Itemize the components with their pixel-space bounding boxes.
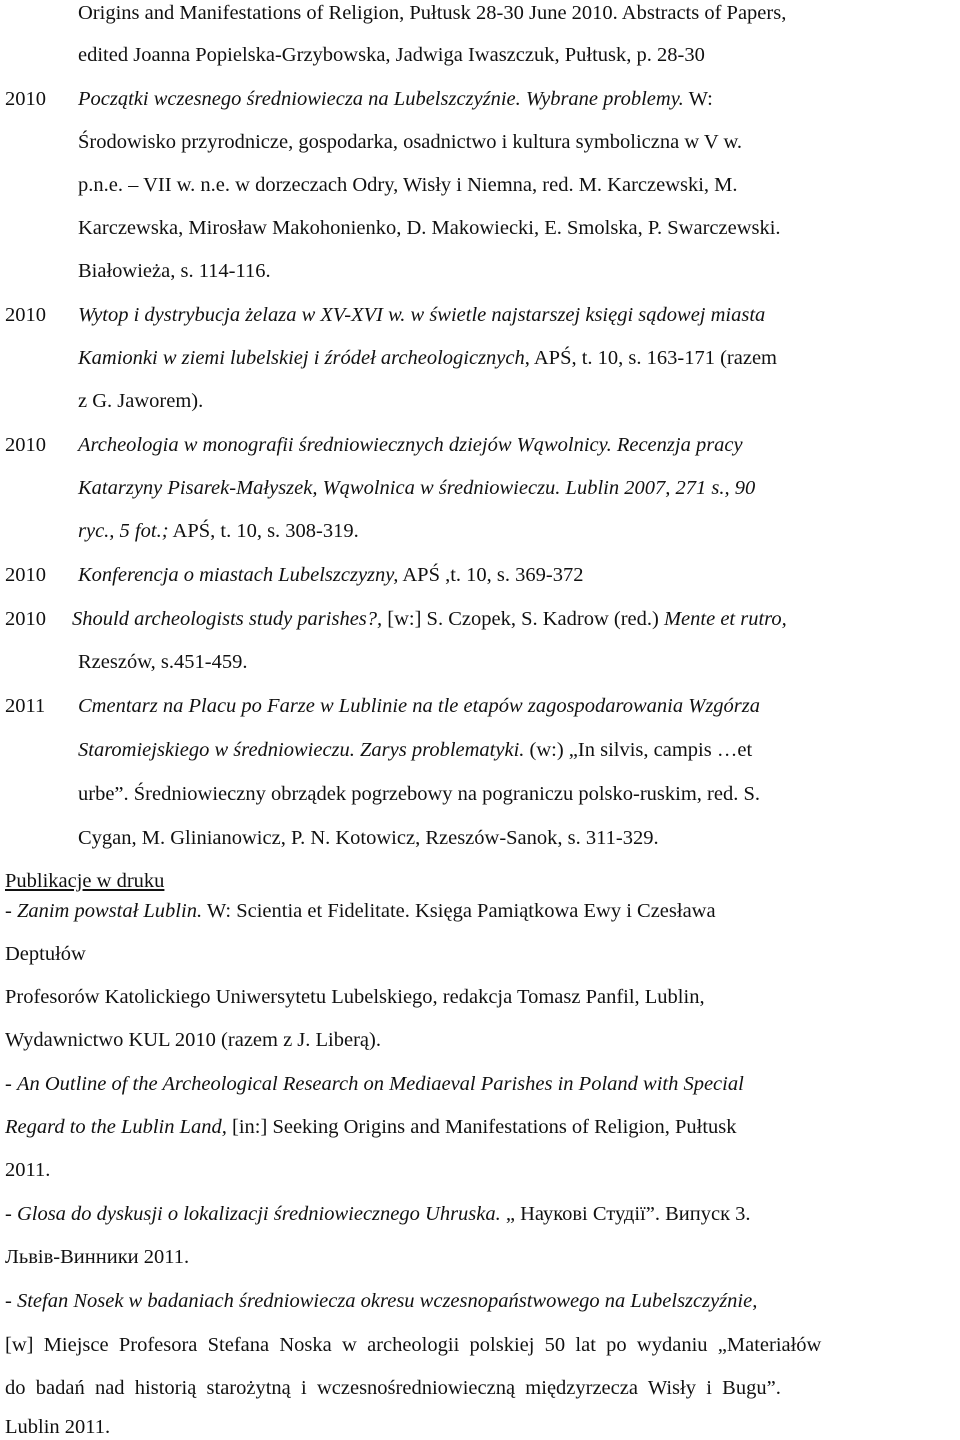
entry-year: 2010 bbox=[5, 434, 46, 456]
text-run: [w] Miejsce Profesora Stefana Noska w archeologii polskiej 50 lat po wydaniu „Materiałów bbox=[5, 1334, 822, 1356]
text-line bbox=[78, 649, 247, 675]
text-line bbox=[5, 1157, 50, 1183]
text-line bbox=[78, 518, 359, 544]
text-line bbox=[5, 1414, 110, 1440]
text-run: Profesorów Katolickiego Uniwersytetu Lubelskiego, redakcja Tomasz Panfil, Lublin, bbox=[5, 986, 705, 1008]
text-run: Wytop i dystrybucja żelaza w XV-XVI w. w świetle najstarszej księgi sądowej miasta bbox=[78, 304, 766, 326]
text-run: An Outline of the Archeological Research on Mediaeval Parishes in Poland with Special bbox=[16, 1073, 744, 1095]
text-run: Początki wczesnego średniowiecza na Lubelszczyźnie. Wybrane problemy. bbox=[78, 88, 684, 110]
text-run: Kamionki w ziemi lubelskiej i źródeł archeologicznych bbox=[78, 347, 525, 369]
text-run: Cmentarz na Placu po Farze w Lublinie na tle etapów zagospodarowania Wzgórza bbox=[78, 695, 761, 717]
text-run: do badań nad historią starożytną i wczesnośredniowieczną międzyrzecza Wisły i Bugu”. bbox=[5, 1377, 781, 1399]
text-line bbox=[78, 172, 738, 198]
text-run: Origins and Manifestations of Religion, Pułtusk 28-30 June 2010. Abstracts of Papers, bbox=[78, 2, 787, 24]
text-run: [w:] S. Czopek, S. Kadrow (red.) bbox=[382, 608, 664, 630]
text-run: Konferencja o miastach Lubelszczyzny, bbox=[78, 564, 399, 586]
text-run: Zanim powstał Lublin. bbox=[16, 900, 203, 922]
text-line bbox=[5, 898, 716, 924]
text-run: - bbox=[5, 1203, 17, 1225]
text-line bbox=[78, 475, 755, 501]
text-run: z G. Jaworem). bbox=[78, 390, 204, 412]
text-run: Karczewska, Mirosław Makohonienko, D. Makowiecki, E. Smolska, P. Swarczewski. bbox=[78, 217, 781, 239]
text-run: (w:) „In silvis, campis …et bbox=[524, 739, 753, 761]
text-line bbox=[78, 258, 271, 284]
text-run: „ Наукові Студії”. Випуск 3. bbox=[500, 1203, 751, 1225]
text-run: Glosa do dyskusji o lokalizacji średniowiecznego Uhruska. bbox=[16, 1203, 501, 1225]
text-line bbox=[5, 1027, 381, 1053]
text-run: Publikacje w druku bbox=[5, 870, 165, 892]
text-run: , APŚ, t. 10, s. 163-171 (razem bbox=[524, 347, 777, 369]
text-run: [in:] Seeking Origins and Manifestations of Religion, Pułtusk bbox=[226, 1116, 737, 1138]
text-run: edited Joanna Popielska-Grzybowska, Jadwiga Iwaszczuk, Pułtusk, p. 28-30 bbox=[78, 44, 705, 66]
text-line bbox=[78, 825, 659, 851]
entry-year: 2010 bbox=[5, 304, 46, 326]
text-run: Regard to the Lublin Land, bbox=[5, 1116, 227, 1138]
text-run: urbe”. Średniowieczny obrządek pogrzebowy na pograniczu polsko-ruskim, red. S. bbox=[78, 783, 760, 805]
text-line bbox=[72, 606, 787, 632]
text-run: Stefan Nosek w badaniach średniowiecza okresu wczesnopaństwowego na Lubelszczyźnie, bbox=[16, 1290, 758, 1312]
text-line bbox=[5, 1201, 751, 1227]
text-line bbox=[5, 1244, 189, 1270]
text-run: Deptułów bbox=[5, 943, 86, 965]
text-line bbox=[78, 693, 760, 719]
text-line bbox=[78, 302, 765, 328]
text-run: - bbox=[5, 900, 17, 922]
text-run: Lublin 2011. bbox=[5, 1416, 111, 1438]
text-run: Katarzyny Pisarek-Małyszek, Wąwolnica w średniowieczu. Lublin 2007, 271 s., 90 bbox=[78, 477, 756, 499]
text-line bbox=[78, 215, 781, 241]
text-run: W: Scientia et Fidelitate. Księga Pamiątkowa Ewy i Czesława bbox=[202, 900, 716, 922]
text-line bbox=[78, 345, 777, 371]
text-line bbox=[78, 388, 203, 414]
text-run: W: bbox=[683, 88, 713, 110]
text-line bbox=[5, 1071, 744, 1097]
text-run: - bbox=[5, 1290, 17, 1312]
text-line bbox=[78, 781, 760, 807]
text-run: 2011. bbox=[5, 1159, 51, 1181]
text-run: p.n.e. – VII w. n.e. w dorzeczach Odry, Wisły i Niemna, red. M. Karczewski, M. bbox=[78, 174, 738, 196]
text-run: APŚ ,t. 10, s. 369-372 bbox=[398, 564, 584, 586]
text-line bbox=[5, 1375, 781, 1401]
text-line bbox=[5, 1288, 757, 1314]
text-run: Wydawnictwo KUL 2010 (razem z J. Liberą). bbox=[5, 1029, 381, 1051]
section-heading bbox=[5, 868, 164, 894]
text-line bbox=[5, 941, 86, 967]
text-line bbox=[78, 562, 583, 588]
entry-year: 2011 bbox=[5, 695, 46, 717]
text-run: Mente et rutro, bbox=[663, 608, 787, 630]
text-line bbox=[78, 432, 743, 458]
text-line bbox=[5, 984, 705, 1010]
text-run: Środowisko przyrodnicze, gospodarka, osadnictwo i kultura symboliczna w V w. bbox=[78, 131, 743, 153]
text-line bbox=[5, 1114, 737, 1140]
text-run: - bbox=[5, 1073, 17, 1095]
text-line bbox=[78, 129, 742, 155]
entry-year: 2010 bbox=[5, 88, 46, 110]
entry-year: 2010 bbox=[5, 564, 46, 586]
text-run: Cygan, M. Glinianowicz, P. N. Kotowicz, Rzeszów-Sanok, s. 311-329. bbox=[78, 827, 659, 849]
text-line bbox=[5, 1332, 821, 1358]
entry-year: 2010 bbox=[5, 608, 46, 630]
text-run: Should archeologists study parishes?, bbox=[72, 608, 383, 630]
text-run: APŚ, t. 10, s. 308-319. bbox=[168, 520, 359, 542]
text-run: Archeologia w monografii średniowiecznych dziejów Wąwolnicy. Recenzja pracy bbox=[78, 434, 743, 456]
text-line bbox=[78, 42, 705, 68]
text-run: ryc., 5 fot.; bbox=[78, 520, 169, 542]
text-line bbox=[78, 737, 752, 763]
text-line bbox=[78, 0, 786, 26]
text-run: Львів-Винники 2011. bbox=[5, 1246, 190, 1268]
text-line bbox=[78, 86, 713, 112]
text-run: Rzeszów, s.451-459. bbox=[78, 651, 248, 673]
text-run: Staromiejskiego w średniowieczu. Zarys problematyki. bbox=[78, 739, 525, 761]
text-run: Białowieża, s. 114-116. bbox=[78, 260, 271, 282]
